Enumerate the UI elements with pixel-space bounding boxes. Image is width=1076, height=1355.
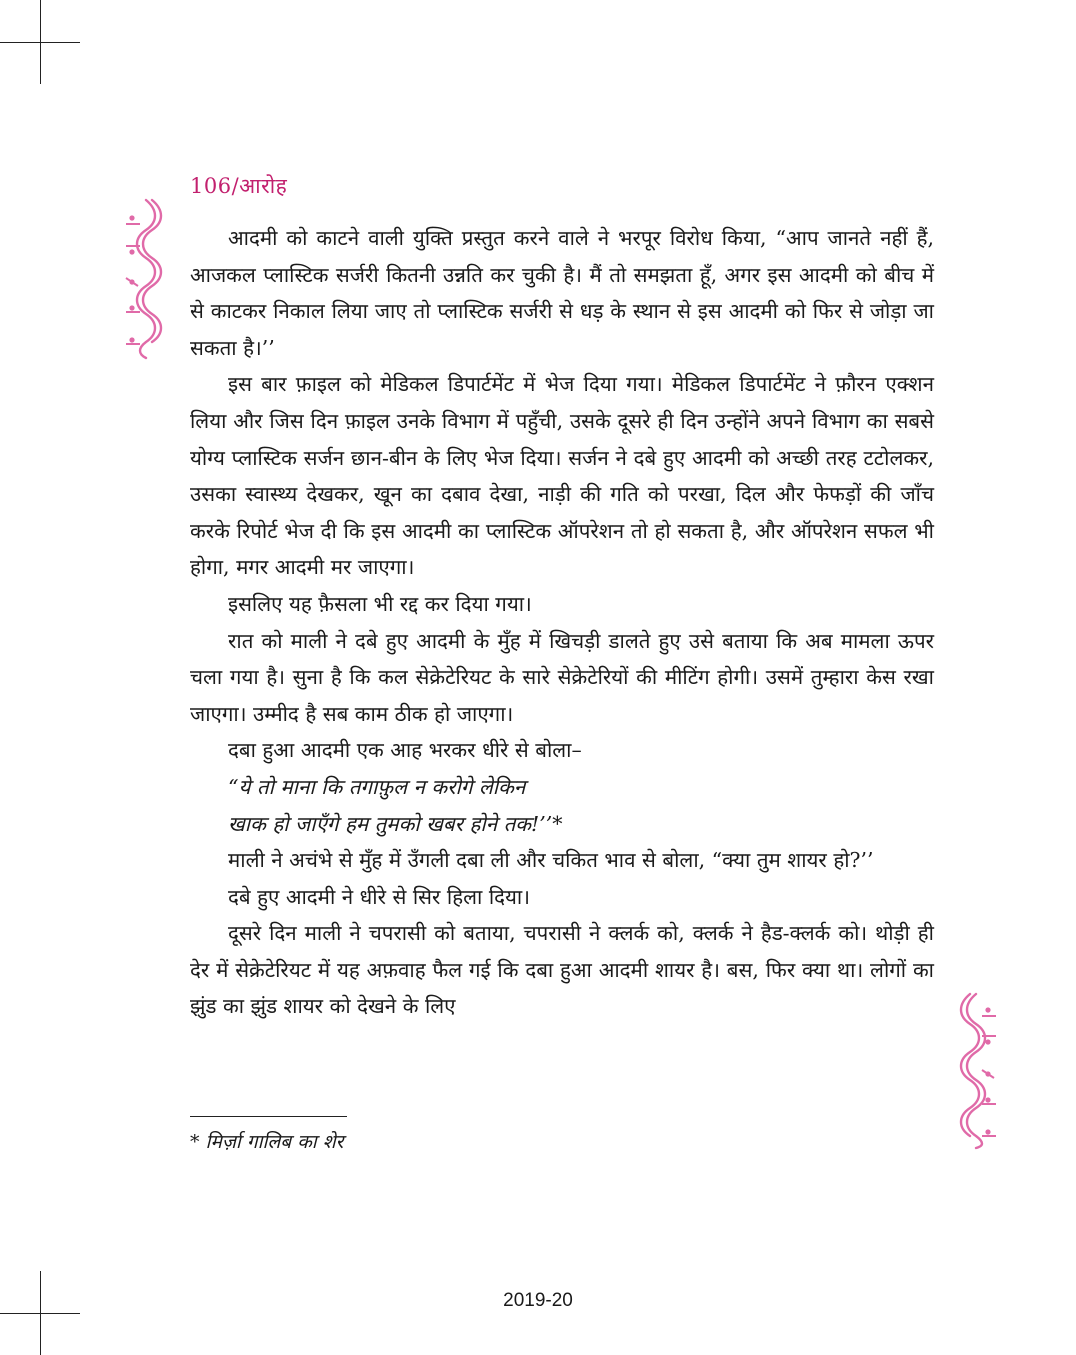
paragraph-1: आदमी को काटने वाली युक्ति प्रस्तुत करने वाले ने भरपूर विरोध किया, “आप जानते नहीं हैं, आजकल प्लास्टिक सर्जरी कितनी उन्नति कर चुकी है। मैं तो समझता हूँ, अगर इस आदमी को बीच में से काटकर निकाल लिया जाए तो प्लास्टिक सर्जरी से धड़ के स्थान से इस आदमी को फिर से जोड़ा जा सकता है।’’	[190, 226, 934, 360]
paragraph-7: दबे हुए आदमी ने धीरे से सिर हिला दिया।	[228, 884, 531, 909]
page-number: 106	[190, 174, 232, 198]
footnote: * मिर्ज़ा गालिब का शेर	[190, 1131, 344, 1153]
paragraph-5: दबा हुआ आदमी एक आह भरकर धीरे से बोला–	[228, 738, 582, 763]
paragraph-4: रात को माली ने दबे हुए आदमी के मुँह में खिचड़ी डालते हुए उसे बताया कि अब मामला ऊपर चला गया है। सुना है कि कल सेक्रेटेरियट के सारे सेक्रेटेरियों की मीटिंग होगी। उसमें तुम्हारा केस रखा जाएगा। उम्मीद है सब काम ठीक हो जाएगा।	[190, 628, 934, 726]
verse-line-2: खाक हो जाएँगे हम तुमको खबर होने तक!’’*	[228, 811, 563, 836]
page-header	[190, 172, 287, 200]
book-title: आरोह	[239, 174, 288, 198]
verse-line-1: “ये तो माना कि तगाफ़ुल न करोगे लेकिन	[228, 774, 526, 799]
page-footer: 2019-20	[503, 1290, 573, 1311]
footnote-rule	[190, 1116, 347, 1117]
left-ornament-icon	[124, 196, 168, 361]
crop-mark-bottom-horizontal	[0, 1313, 80, 1314]
paragraph-6: माली ने अचंभे से मुँह में उँगली दबा ली और चकित भाव से बोला, “क्या तुम शायर हो?’’	[228, 848, 874, 873]
paragraph-8: दूसरे दिन माली ने चपरासी को बताया, चपरासी ने क्लर्क को, क्लर्क ने हैड-क्लर्क को। थोड़ी ही देर में सेक्रेटेरियट में यह अफ़वाह फैल गई कि दबा हुआ आदमी शायर है। बस, फिर क्या था। लोगों का झुंड का झुंड शायर को देखने के लिए	[190, 921, 934, 1019]
body-text	[190, 220, 934, 1025]
paragraph-2: इस बार फ़ाइल को मेडिकल डिपार्टमेंट में भेज दिया गया। मेडिकल डिपार्टमेंट ने फ़ौरन एक्शन लिया और जिस दिन फ़ाइल उनके विभाग में पहुँची, उसके दूसरे ही दिन उन्होंने अपने विभाग का सबसे योग्य प्लास्टिक सर्जन छान-बीन के लिए भेज दिया। सर्जन ने दबे हुए आदमी को अच्छी तरह टटोलकर, उसका स्वास्थ्य देखकर, खून का दबाव देखा, नाड़ी की गति को परखा, दिल और फेफड़ों की जाँच करके रिपोर्ट भेज दी कि इस आदमी का प्लास्टिक ऑपरेशन तो हो सकता है, और ऑपरेशन सफल भी होगा, मगर आदमी मर जाएगा।	[190, 372, 934, 580]
header-separator: /	[231, 174, 240, 198]
right-ornament-icon	[954, 990, 998, 1150]
paragraph-3: इसलिए यह फ़ैसला भी रद्द कर दिया गया।	[228, 591, 532, 616]
crop-mark-top-horizontal	[0, 42, 80, 43]
